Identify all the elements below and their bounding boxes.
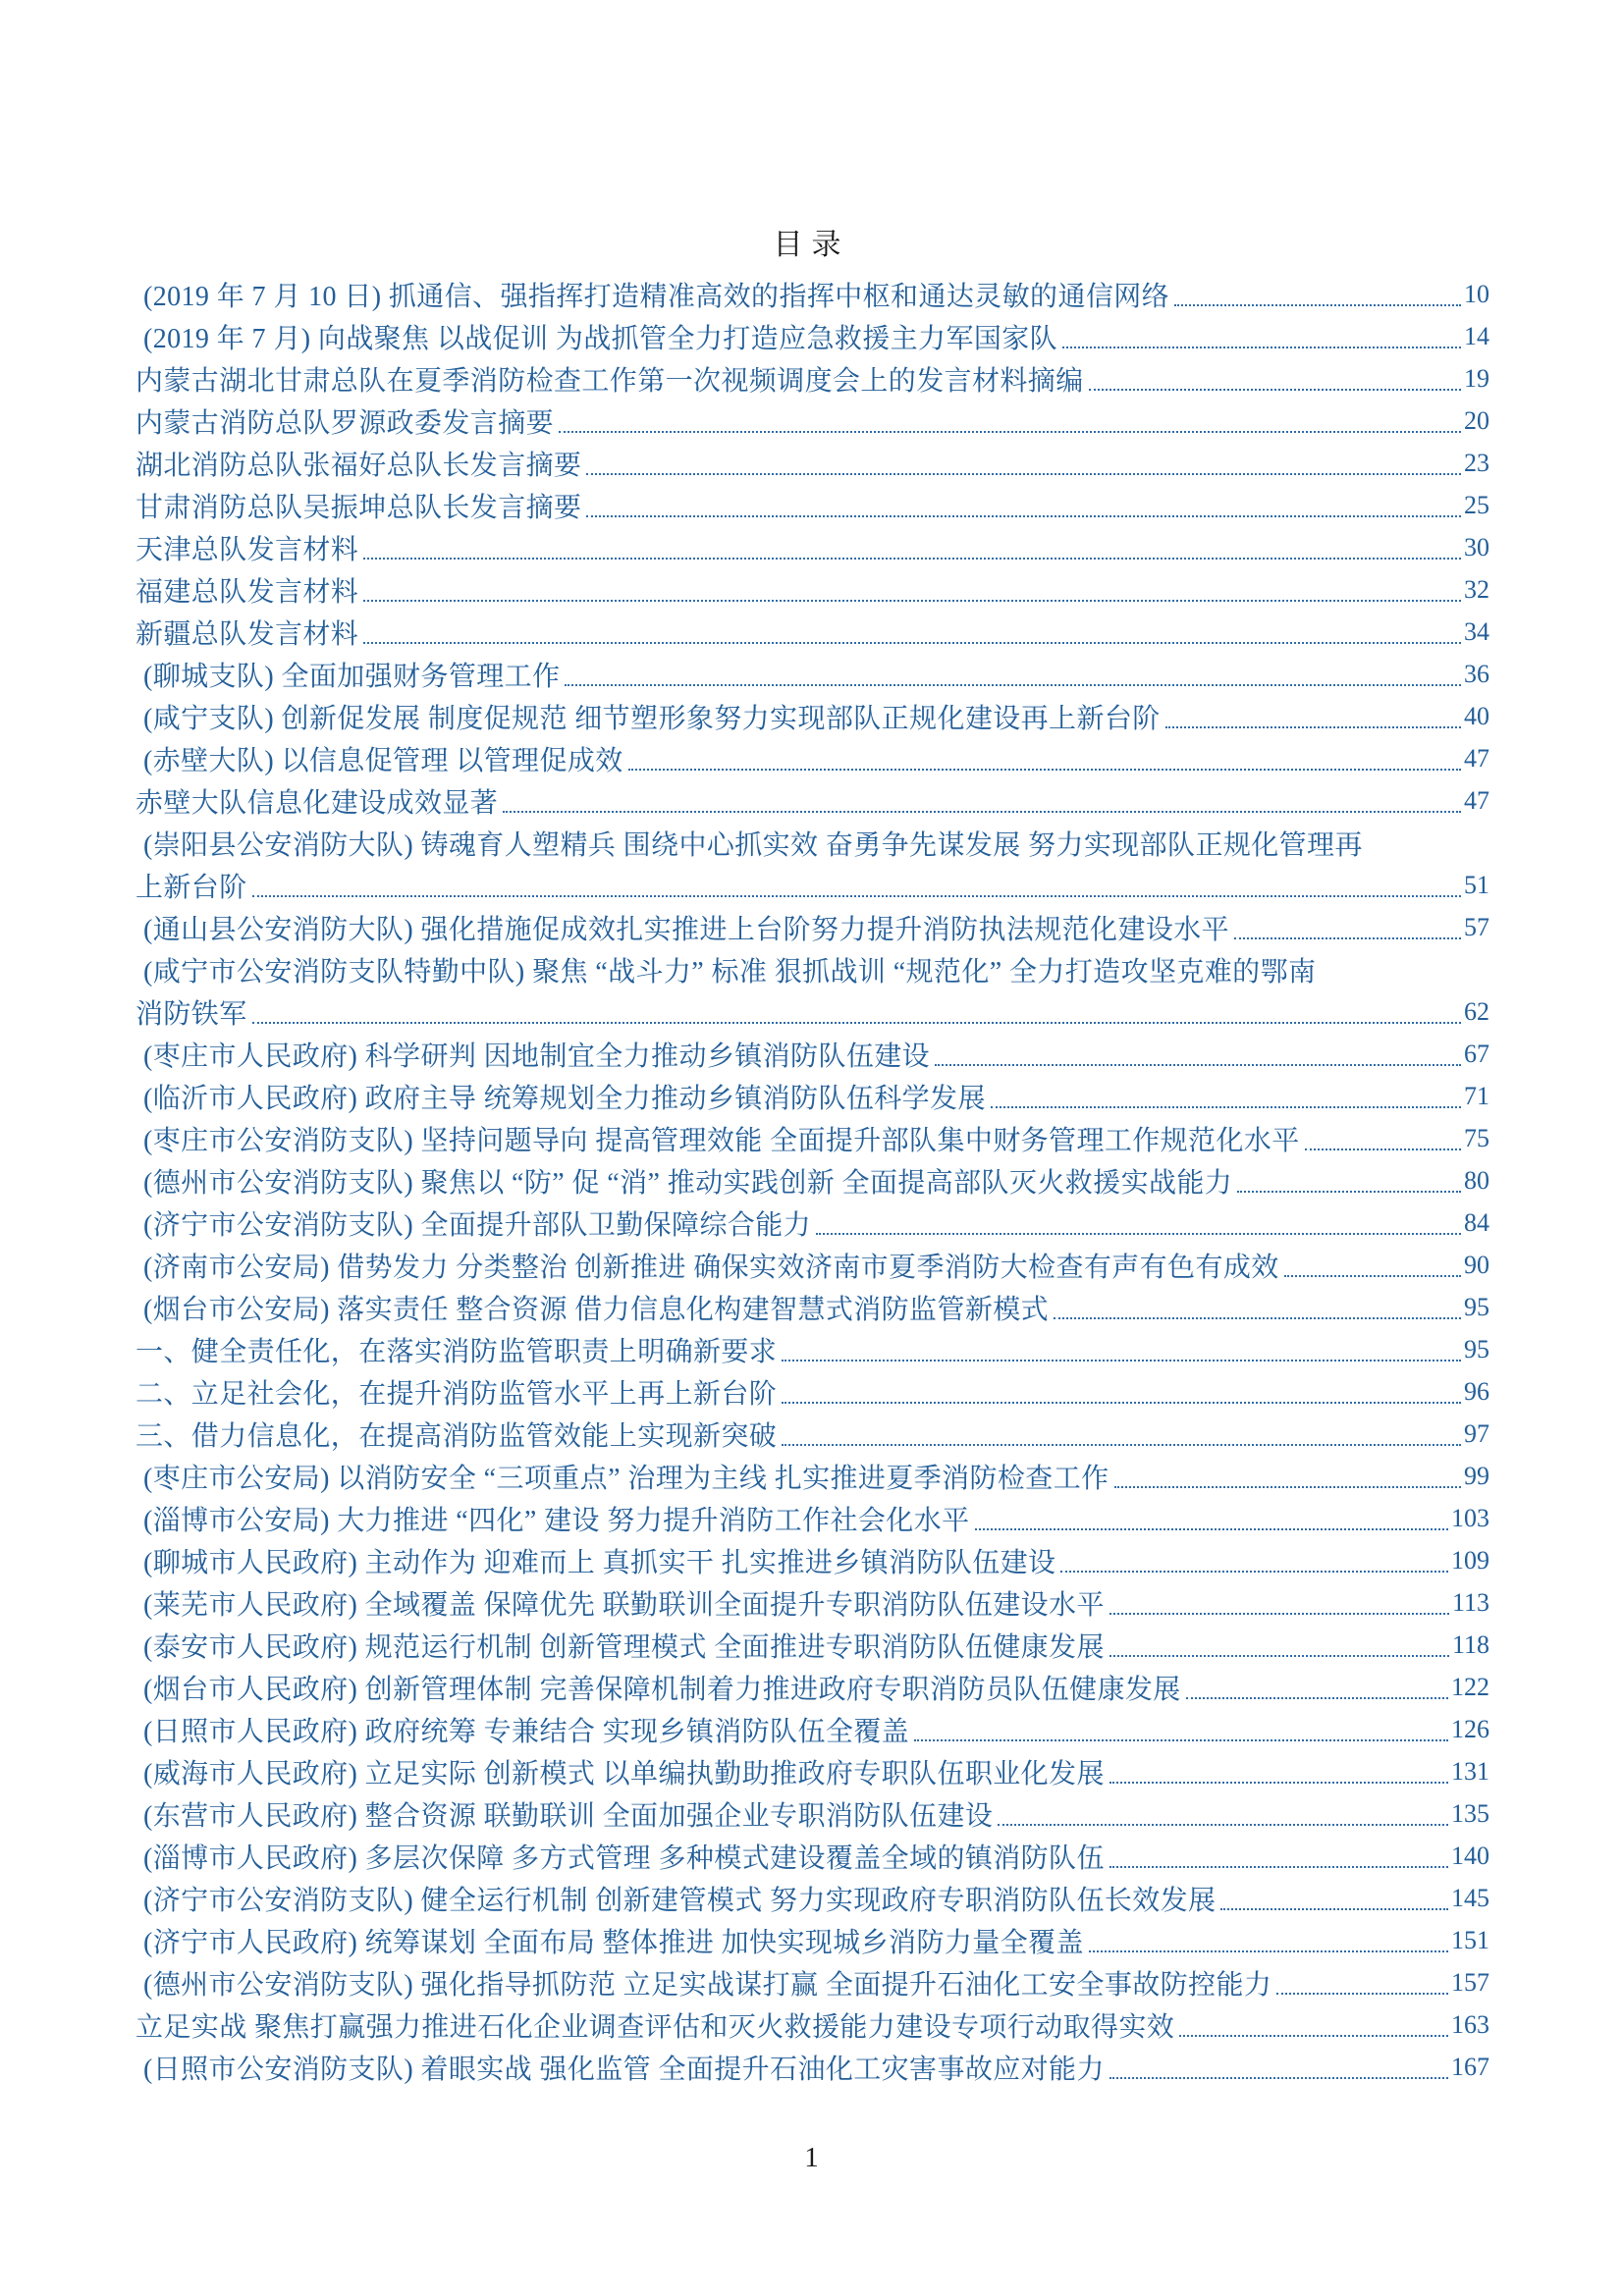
toc-entry-page: 167	[1451, 2052, 1489, 2081]
toc-entry-text: (济南市公安局) 借势发力 分类整治 创新推进 确保实效济南市夏季消防大检查有声有色有成效	[143, 1252, 1279, 1283]
toc-entry[interactable]	[135, 400, 1489, 442]
toc-entry[interactable]	[135, 2003, 1489, 2046]
toc-entry-page: 145	[1451, 1883, 1489, 1912]
toc-entry-text: (聊城市人民政府) 主动作为 迎难而上 真抓实干 扎实推进乡镇消防队伍建设	[143, 1547, 1056, 1578]
toc-entry-text: (日照市公安消防支队) 着眼实战 强化监管 全面提升石油化工灾害事故应对能力	[143, 2054, 1105, 2085]
toc-entry-page: 90	[1464, 1250, 1489, 1279]
dot-leader	[503, 779, 1461, 822]
toc-entry-page: 163	[1451, 2009, 1489, 2039]
dot-leader	[1109, 1624, 1449, 1666]
toc-entry[interactable]	[135, 1117, 1489, 1159]
toc-entry[interactable]	[135, 1624, 1489, 1666]
toc-entry-page: 71	[1464, 1081, 1489, 1110]
toc-entry-page: 96	[1464, 1376, 1489, 1406]
toc-entry-page: 140	[1451, 1841, 1489, 1870]
toc-entry[interactable]	[135, 1497, 1489, 1539]
toc-entry[interactable]	[135, 990, 1489, 1033]
toc-entry[interactable]	[135, 1961, 1489, 2003]
dot-leader	[1109, 1581, 1449, 1624]
dot-leader	[1109, 1750, 1448, 1792]
toc-entry-text: (咸宁市公安消防支队特勤中队) 聚焦 “战斗力” 标准 狠抓战训 “规范化” 全力打造攻坚克难的鄂南	[143, 956, 1317, 988]
toc-entry-page: 10	[1464, 279, 1489, 308]
toc-entry-page: 23	[1464, 448, 1489, 477]
toc-entry-page: 118	[1451, 1629, 1489, 1659]
toc-entry-page: 97	[1464, 1418, 1489, 1448]
dot-leader	[1220, 1877, 1448, 1919]
dot-leader	[1165, 695, 1461, 737]
toc-entry-text: (德州市公安消防支队) 强化指导抓防范 立足实战谋打赢 全面提升石油化工安全事故防控能力	[143, 1969, 1272, 2001]
toc-entry-text: 新疆总队发言材料	[135, 618, 359, 650]
toc-entry-page: 25	[1464, 490, 1489, 519]
toc-entry-text: 赤壁大队信息化建设成效显著	[135, 787, 499, 819]
toc-entry-text: 一、健全责任化，在落实消防监管职责上明确新要求	[135, 1336, 778, 1367]
dot-leader	[1109, 2046, 1448, 2088]
toc-entry-text: (淄博市人民政府) 多层次保障 多方式管理 多种模式建设覆盖全域的镇消防队伍	[143, 1842, 1105, 1874]
dot-leader	[782, 1370, 1461, 1413]
toc-entry[interactable]	[135, 1708, 1489, 1750]
page-title: 目录	[773, 229, 850, 261]
dot-leader	[586, 484, 1461, 526]
toc-entry-page: 84	[1464, 1207, 1489, 1237]
toc-entry-page: 75	[1464, 1123, 1489, 1152]
toc-entry-page: 40	[1464, 701, 1489, 730]
toc-entry[interactable]	[135, 948, 1489, 990]
dot-leader	[1179, 2003, 1448, 2046]
toc-entry-text: (莱芜市人民政府) 全域覆盖 保障优先 联勤联训全面提升专职消防队伍建设水平	[143, 1589, 1105, 1621]
dot-leader	[998, 1792, 1448, 1835]
toc-entry-text: (烟台市人民政府) 创新管理体制 完善保障机制着力推进政府专职消防员队伍健康发展	[143, 1674, 1181, 1705]
toc-entry-text: 内蒙古湖北甘肃总队在夏季消防检查工作第一次视频调度会上的发言材料摘编	[135, 365, 1084, 397]
toc-entry[interactable]	[135, 1792, 1489, 1835]
toc-entry[interactable]	[135, 1666, 1489, 1708]
toc-entry-text: (威海市人民政府) 立足实际 创新模式 以单编执勤助推政府专职队伍职业化发展	[143, 1758, 1105, 1789]
toc-entry-page: 36	[1464, 659, 1489, 688]
toc-entry[interactable]	[135, 695, 1489, 737]
dot-leader	[1276, 1961, 1448, 2003]
toc-entry-text: 二、立足社会化，在提升消防监管水平上再上新台阶	[135, 1378, 778, 1410]
toc-entry-text: 上新台阶	[135, 872, 247, 903]
toc-entry-text: 甘肃消防总队吴振坤总队长发言摘要	[135, 492, 582, 523]
dot-leader	[586, 442, 1461, 484]
dot-leader	[975, 1497, 1448, 1539]
toc-entry[interactable]	[135, 357, 1489, 400]
toc-entry-page: 157	[1451, 1967, 1489, 1997]
dot-leader	[1060, 1539, 1448, 1581]
toc-entry-text: (赤壁大队) 以信息促管理 以管理促成效	[143, 745, 623, 776]
toc-entry-text: 消防铁军	[135, 998, 247, 1030]
dot-leader	[363, 611, 1461, 653]
toc-entry-page: 135	[1451, 1798, 1489, 1828]
toc-entry[interactable]	[135, 1919, 1489, 1961]
toc-entry[interactable]	[135, 1581, 1489, 1624]
toc-entry[interactable]	[135, 1201, 1489, 1244]
toc-entry[interactable]	[135, 906, 1489, 948]
toc-entry[interactable]	[135, 1244, 1489, 1286]
toc-entry-page: 126	[1451, 1714, 1489, 1743]
toc-entry-page: 103	[1451, 1503, 1489, 1532]
toc-entry[interactable]	[135, 315, 1489, 357]
toc-entry-text: 立足实战 聚焦打赢强力推进石化企业调查评估和灭火救援能力建设专项行动取得实效	[135, 2011, 1175, 2043]
toc-entry-page: 109	[1451, 1545, 1489, 1575]
toc-entry-text: (东营市人民政府) 整合资源 联勤联训 全面加强企业专职消防队伍建设	[143, 1800, 994, 1832]
toc-entry-text: 内蒙古消防总队罗源政委发言摘要	[135, 407, 555, 439]
toc-entry[interactable]	[135, 484, 1489, 526]
toc-entry[interactable]	[135, 1455, 1489, 1497]
toc-entry[interactable]	[135, 1033, 1489, 1075]
toc-entry[interactable]	[135, 2046, 1489, 2088]
toc-entry[interactable]	[135, 864, 1489, 906]
toc-entry[interactable]	[135, 822, 1489, 864]
toc-entry-page: 113	[1451, 1587, 1489, 1617]
dot-leader	[1109, 1835, 1448, 1877]
dot-leader	[914, 1708, 1448, 1750]
toc-entry-page: 67	[1464, 1039, 1489, 1068]
toc-entry-page: 95	[1464, 1292, 1489, 1321]
toc-entry[interactable]	[135, 273, 1489, 315]
toc-entry-page: 151	[1451, 1925, 1489, 1954]
toc-entry-text: (崇阳县公安消防大队) 铸魂育人塑精兵 围绕中心抓实效 奋勇争先谋发展 努力实现部队正规化管理再	[143, 829, 1363, 861]
toc-entry-page: 14	[1464, 321, 1489, 350]
dot-leader	[363, 568, 1461, 611]
dot-leader	[252, 864, 1461, 906]
page-number: 1	[804, 2142, 819, 2173]
toc-entry-page: 20	[1464, 405, 1489, 435]
dot-leader	[1284, 1244, 1461, 1286]
toc-entry-text: 三、借力信息化，在提高消防监管效能上实现新突破	[135, 1420, 778, 1452]
dot-leader	[991, 1075, 1461, 1117]
toc-entry[interactable]	[135, 1286, 1489, 1328]
toc-entry[interactable]	[135, 1835, 1489, 1877]
toc-entry-page: 32	[1464, 574, 1489, 604]
dot-leader	[1174, 273, 1461, 315]
dot-leader	[1186, 1666, 1448, 1708]
toc-entry[interactable]	[135, 611, 1489, 653]
toc-entry[interactable]	[135, 526, 1489, 568]
toc-entry-text: 福建总队发言材料	[135, 576, 359, 608]
toc-entry-text: 天津总队发言材料	[135, 534, 359, 565]
toc-entry-page: 131	[1451, 1756, 1489, 1786]
toc-entry-page: 34	[1464, 616, 1489, 646]
toc-entry[interactable]	[135, 1413, 1489, 1455]
dot-leader	[1089, 357, 1461, 400]
dot-leader	[1089, 1919, 1448, 1961]
toc-entry-text: (枣庄市人民政府) 科学研判 因地制宜全力推动乡镇消防队伍建设	[143, 1041, 931, 1072]
dot-leader	[252, 990, 1461, 1033]
toc-entry-text: (济宁市公安消防支队) 全面提升部队卫勤保障综合能力	[143, 1209, 812, 1241]
toc-entry-text: (济宁市公安消防支队) 健全运行机制 创新建管模式 努力实现政府专职消防队伍长效发展	[143, 1885, 1217, 1916]
dot-leader	[363, 526, 1461, 568]
toc-entry-page: 99	[1464, 1461, 1489, 1490]
toc-entry-page: 47	[1464, 785, 1489, 815]
toc-entry-text: (淄博市公安局) 大力推进 “四化” 建设 努力提升消防工作社会化水平	[143, 1505, 970, 1536]
dot-leader	[1305, 1117, 1461, 1159]
toc-entry[interactable]	[135, 653, 1489, 695]
toc-entry[interactable]	[135, 1328, 1489, 1370]
toc-entry-text: (济宁市人民政府) 统筹谋划 全面布局 整体推进 加快实现城乡消防力量全覆盖	[143, 1927, 1084, 1958]
toc-entry-page: 80	[1464, 1165, 1489, 1195]
toc-entry-text: (2019 年 7 月 10 日) 抓通信、强指挥打造精准高效的指挥中枢和通达灵敏的通信网络	[143, 281, 1170, 312]
toc-entry-page: 30	[1464, 532, 1489, 561]
toc-entry-page: 19	[1464, 363, 1489, 393]
dot-leader	[1234, 906, 1461, 948]
toc-entry[interactable]	[135, 568, 1489, 611]
toc-entry-text: (日照市人民政府) 政府统筹 专兼结合 实现乡镇消防队伍全覆盖	[143, 1716, 910, 1747]
toc-entry[interactable]	[135, 1877, 1489, 1919]
dot-leader	[1114, 1455, 1461, 1497]
toc-entry-text: (泰安市人民政府) 规范运行机制 创新管理模式 全面推进专职消防队伍健康发展	[143, 1631, 1105, 1663]
toc-entry-page: 57	[1464, 912, 1489, 941]
toc-entry[interactable]	[135, 442, 1489, 484]
toc-entry-page: 95	[1464, 1334, 1489, 1363]
toc-entry-text: (咸宁支队) 创新促发展 制度促规范 细节塑形象努力实现部队正规化建设再上新台阶	[143, 703, 1161, 734]
toc-entry-page: 62	[1464, 996, 1489, 1026]
dot-leader	[816, 1201, 1461, 1244]
toc-entry[interactable]	[135, 1159, 1489, 1201]
toc-entry-page: 47	[1464, 743, 1489, 773]
toc-entry[interactable]	[135, 1750, 1489, 1792]
toc-entry-text: (2019 年 7 月) 向战聚焦 以战促训 为战抓管全力打造应急救援主力军国家队	[143, 323, 1058, 354]
toc-entry-text: (枣庄市公安消防支队) 坚持问题导向 提高管理效能 全面提升部队集中财务管理工作规范化水平	[143, 1125, 1300, 1156]
toc-entry[interactable]	[135, 1539, 1489, 1581]
toc-entry-page: 51	[1464, 870, 1489, 899]
toc-entry[interactable]	[135, 1075, 1489, 1117]
toc-entry-page: 122	[1451, 1672, 1489, 1701]
dot-leader	[935, 1033, 1461, 1075]
toc-entry-text: 湖北消防总队张福好总队长发言摘要	[135, 450, 582, 481]
dot-leader	[1237, 1159, 1461, 1201]
toc-entry-text: (临沂市人民政府) 政府主导 统筹规划全力推动乡镇消防队伍科学发展	[143, 1083, 986, 1114]
dot-leader	[559, 400, 1461, 442]
toc-entry[interactable]	[135, 779, 1489, 822]
toc-entry-text: (德州市公安消防支队) 聚焦以 “防” 促 “消” 推动实践创新 全面提高部队灭火救援实战能力	[143, 1167, 1233, 1199]
toc-entry-text: (通山县公安消防大队) 强化措施促成效扎实推进上台阶努力提升消防执法规范化建设水平	[143, 914, 1230, 945]
dot-leader	[782, 1413, 1461, 1455]
toc-entry[interactable]	[135, 1370, 1489, 1413]
toc-entry-text: (烟台市公安局) 落实责任 整合资源 借力信息化构建智慧式消防监管新模式	[143, 1294, 1050, 1325]
dot-leader	[1054, 1286, 1461, 1328]
dot-leader	[1062, 315, 1461, 357]
toc-entry[interactable]	[135, 737, 1489, 779]
dot-leader	[628, 737, 1461, 779]
dot-leader	[565, 653, 1461, 695]
toc-list	[135, 273, 1489, 2088]
toc-entry-text: (聊城支队) 全面加强财务管理工作	[143, 661, 561, 692]
toc-entry-text: (枣庄市公安局) 以消防安全 “三项重点” 治理为主线 扎实推进夏季消防检查工作	[143, 1463, 1109, 1494]
dot-leader	[782, 1328, 1461, 1370]
